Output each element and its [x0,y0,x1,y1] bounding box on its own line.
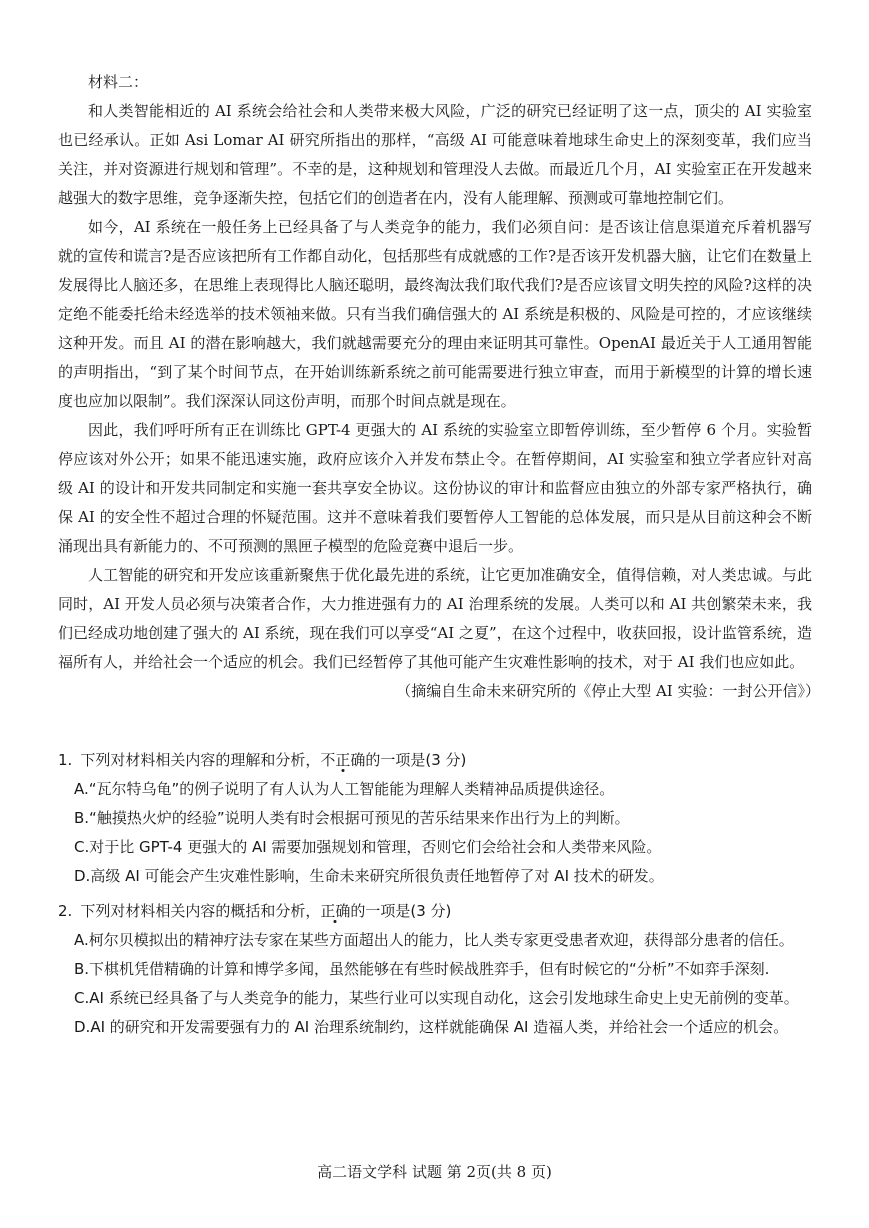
option-b: B.“触摸热火炉的经验”说明人类有时会根据可预见的苦乐结果来作出行为上的判断。 [74,809,630,827]
option-d: D.高级 AI 可能会产生灾难性影响，生命未来研究所很负责任地暂停了对 AI 技术的研发。 [74,867,664,885]
stem-text: 下列对材料相关内容的理解和分析， [80,751,321,769]
passage-paragraph: 和人类智能相近的 AI 系统会给社会和人类带来极大风险，广泛的研究已经证明了这一点，顶尖的 AI 实验室也已经承认。正如 Asi Lomar AI 研究所指出的那样，“高级 AI 可能意味着地球生命史上的深刻变革，我们应当关注，并对资源进行规划和管理”。不幸的是，这种规划和管理没人去做。而最近几个月，AI 实验室正在开发越来越强大的数字思维，竞争逐渐失控，包括它们的创造者在内，没有人能理解、预测或可靠地控制它们。 [58,102,812,207]
question-1 [58,746,812,891]
stem-text: 下列对材料相关内容的概括和分析， [80,902,321,920]
option-a: A.“瓦尔特乌龟”的例子说明了有人认为人工智能能为理解人类精神品质提供途径。 [74,780,615,798]
passage-paragraph: 人工智能的研究和开发应该重新聚焦于优化最先进的系统，让它更加准确安全，值得信赖，对人类忠诚。与此同时，AI 开发人员必须与决策者合作，大力推进强有力的 AI 治理系统的发展。人类可以和 AI 共创繁荣未来，我们已经成功地创建了强大的 AI 系统，现在我们可以享受“AI 之夏”，在这个过程中，收获回报，设计监管系统，造福所有人，并给社会一个适应的机会。我们已经暂停了其他可能产生灾难性影响的技术，对于 AI 我们也应如此。 [58,566,812,671]
option-c: C.AI 系统已经具备了与人类竞争的能力，某些行业可以实现自动化，这会引发地球生命史上史无前例的变革。 [74,989,799,1007]
source-note: （摘编自生命未来研究所的《停止大型 AI 实验：一封公开信》） [396,682,820,700]
stem-text: 的一项是(3 分) [350,902,452,920]
question-number: 1. [58,751,73,769]
question-stem [58,897,812,926]
question-section [58,746,812,1042]
option-c: C.对于比 GPT-4 更强大的 AI 需要加强规划和管理，否则它们会给社会和人类带来风险。 [74,838,662,856]
option-a: A.柯尔贝模拟出的精神疗法专家在某些方面超出人的能力，比人类专家更受患者欢迎，获得部分患者的信任。 [74,931,794,949]
reading-passage [58,68,820,706]
stem-emphasis: 正确 [320,902,351,920]
question-2 [58,897,812,1042]
question-stem [58,746,812,775]
stem-text: 的一项是(3 分) [365,751,467,769]
question-number: 2. [58,902,73,920]
material-heading: 材料二： [88,73,149,91]
stem-emphasis: 不正确 [320,751,366,769]
passage-paragraph: 因此，我们呼吁所有正在训练比 GPT-4 更强大的 AI 系统的实验室立即暂停训练，至少暂停 6 个月。实验暂停应该对外公开；如果不能迅速实施，政府应该介入并发布禁止令。在暂停期间，AI 实验室和独立学者应针对高级 AI 的设计和开发共同制定和实施一套共享安全协议。这份协议的审计和监督应由独立的外部专家严格执行，确保 AI 的安全性不超过合理的怀疑范围。这并不意味着我们要暂停人工智能的总体发展，而只是从目前这种会不断涌现出具有新能力的、不可预测的黑匣子模型的危险竞赛中退后一步。 [58,421,812,555]
page-footer: 高二语文学科 试题 第 2页(共 8 页) [317,1163,552,1181]
option-b: B.下棋机凭借精确的计算和博学多闻，虽然能够在有些时候战胜弈手，但有时候它的“分析”不如弈手深刻. [74,960,770,978]
passage-paragraph: 如今，AI 系统在一般任务上已经具备了与人类竞争的能力，我们必须自问：是否该让信息渠道充斥着机器写就的宣传和谎言?是否应该把所有工作都自动化，包括那些有成就感的工作?是否该开发机器大脑，让它们在数量上发展得比人脑还多，在思维上表现得比人脑还聪明，最终淘汰我们取代我们?是否应该冒文明失控的风险?这样的决定绝不能委托给未经选举的技术领袖来做。只有当我们确信强大的 AI 系统是积极的、风险是可控的，才应该继续这种开发。而且 AI 的潜在影响越大，我们就越需要充分的理由来证明其可靠性。OpenAI 最近关于人工通用智能的声明指出，“到了某个时间节点，在开始训练新系统之前可能需要进行独立审查，而用于新模型的计算的增长速度也应加以限制”。我们深深认同这份声明，而那个时间点就是现在。 [58,218,812,410]
option-d: D.AI 的研究和开发需要强有力的 AI 治理系统制约，这样就能确保 AI 造福人类，并给社会一个适应的机会。 [74,1018,789,1036]
